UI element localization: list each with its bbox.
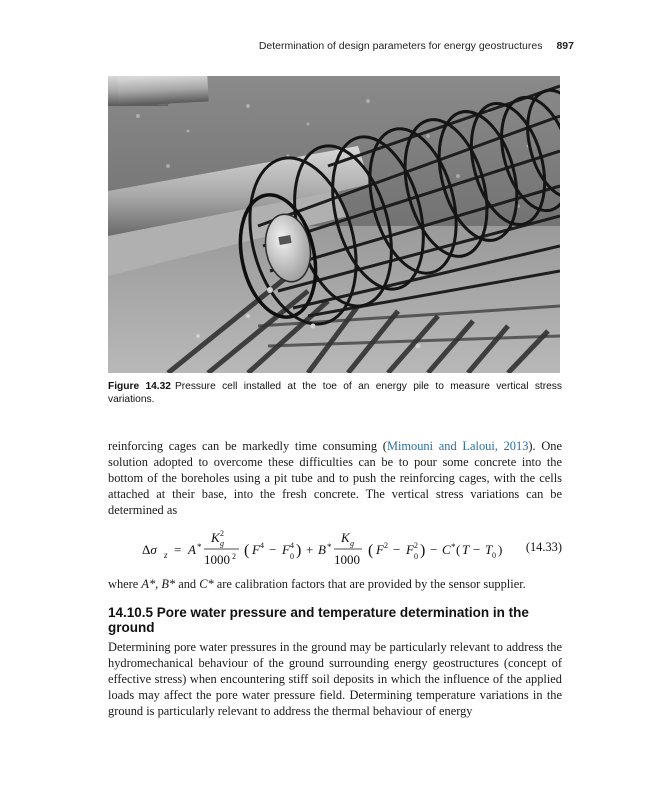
svg-text:=: = — [174, 542, 182, 557]
symbol-b: B* — [161, 577, 176, 591]
figure-photo — [108, 76, 560, 373]
where-prefix: where — [108, 577, 142, 591]
svg-text:): ) — [296, 542, 302, 559]
running-header — [108, 40, 574, 52]
symbol-c: C* — [199, 577, 214, 591]
citation-link[interactable]: Mimouni and Laloui, 2013 — [386, 439, 529, 453]
svg-text:K: K — [341, 530, 350, 545]
figure-caption — [108, 380, 562, 406]
figure-label: Figure 14.32 — [108, 381, 171, 392]
svg-text:K: K — [211, 530, 220, 545]
svg-text:T: T — [462, 542, 470, 557]
equation-number: (14.33) — [525, 540, 562, 554]
svg-text:−: − — [430, 542, 438, 557]
paragraph-1-text-b: ). One solution adopted to overcome these difficulties can be to pour some concrete into the bottom of the boreholes using a pit tube and to push the reinforcing cages, with the cells attached at their base, into the fresh concrete. The vertical stress variations can be determined as — [108, 439, 562, 517]
paragraph-2-text: Determining pore water pressures in the ground may be particularly relevant to address the hydromechanical behaviour of the ground surrounding energy geostructures (concept of effective stress) when encountering stiff soil deposits in which the influence of the applied loads may affect the pore water pressure field. Determining temperature variations in the ground is particularly relevant to address the thermal behaviour of energy — [108, 640, 562, 718]
svg-text:0: 0 — [414, 552, 418, 561]
photo-reinforcing-cage — [108, 76, 560, 373]
running-title: Determination of design parameters for energy geostructures — [258, 40, 543, 52]
svg-text:4: 4 — [290, 541, 294, 550]
svg-text:B: B — [318, 542, 326, 557]
svg-text:g: g — [220, 539, 224, 548]
svg-text:g: g — [350, 539, 354, 548]
svg-text:F: F — [282, 542, 290, 557]
svg-text:−: − — [473, 542, 481, 557]
where-suffix: are calibration factors that are provided by the sensor supplier. — [213, 577, 526, 591]
svg-text:): ) — [498, 542, 503, 557]
section-heading: 14.10.5 Pore water pressure and temperature determination in the ground — [108, 605, 529, 635]
svg-text:+: + — [306, 542, 314, 557]
svg-text:*: * — [327, 542, 332, 552]
where-line — [108, 576, 562, 592]
svg-text:4: 4 — [260, 541, 264, 550]
where-comma: , — [155, 577, 162, 591]
page-number: 897 — [556, 40, 574, 52]
svg-text:): ) — [420, 542, 426, 559]
svg-text:2: 2 — [220, 529, 224, 538]
svg-text:(: ( — [244, 542, 250, 559]
svg-text:z: z — [164, 550, 168, 560]
svg-text:C: C — [442, 542, 451, 557]
svg-text:0: 0 — [492, 551, 496, 560]
svg-text:2: 2 — [384, 541, 388, 550]
svg-text:−: − — [393, 542, 401, 557]
svg-text:A: A — [188, 542, 196, 557]
svg-text:Δσ: Δσ — [142, 542, 157, 557]
svg-text:(: ( — [456, 542, 461, 557]
paragraph-1 — [108, 438, 562, 518]
svg-text:F: F — [406, 542, 414, 557]
figure-caption-text: Pressure cell installed at the toe of an energy pile to measure vertical stress variations. — [108, 381, 562, 405]
paragraph-1-text-a: reinforcing cages can be markedly time consuming ( — [108, 439, 387, 453]
equation-formula — [140, 527, 540, 573]
svg-text:−: − — [269, 542, 277, 557]
svg-text:(: ( — [368, 542, 374, 559]
svg-text:F: F — [376, 542, 384, 557]
svg-text:2: 2 — [232, 552, 236, 561]
svg-text:T: T — [485, 542, 493, 557]
symbol-a: A* — [141, 577, 156, 591]
svg-text:1000: 1000 — [204, 552, 230, 567]
svg-text:*: * — [451, 542, 456, 552]
svg-text:2: 2 — [414, 541, 418, 550]
svg-text:F: F — [252, 542, 260, 557]
paragraph-2 — [108, 639, 562, 719]
svg-text:*: * — [197, 542, 202, 552]
where-and: and — [175, 577, 200, 591]
svg-text:0: 0 — [290, 552, 294, 561]
svg-text:1000: 1000 — [334, 552, 360, 567]
equation-14-33 — [140, 527, 560, 573]
